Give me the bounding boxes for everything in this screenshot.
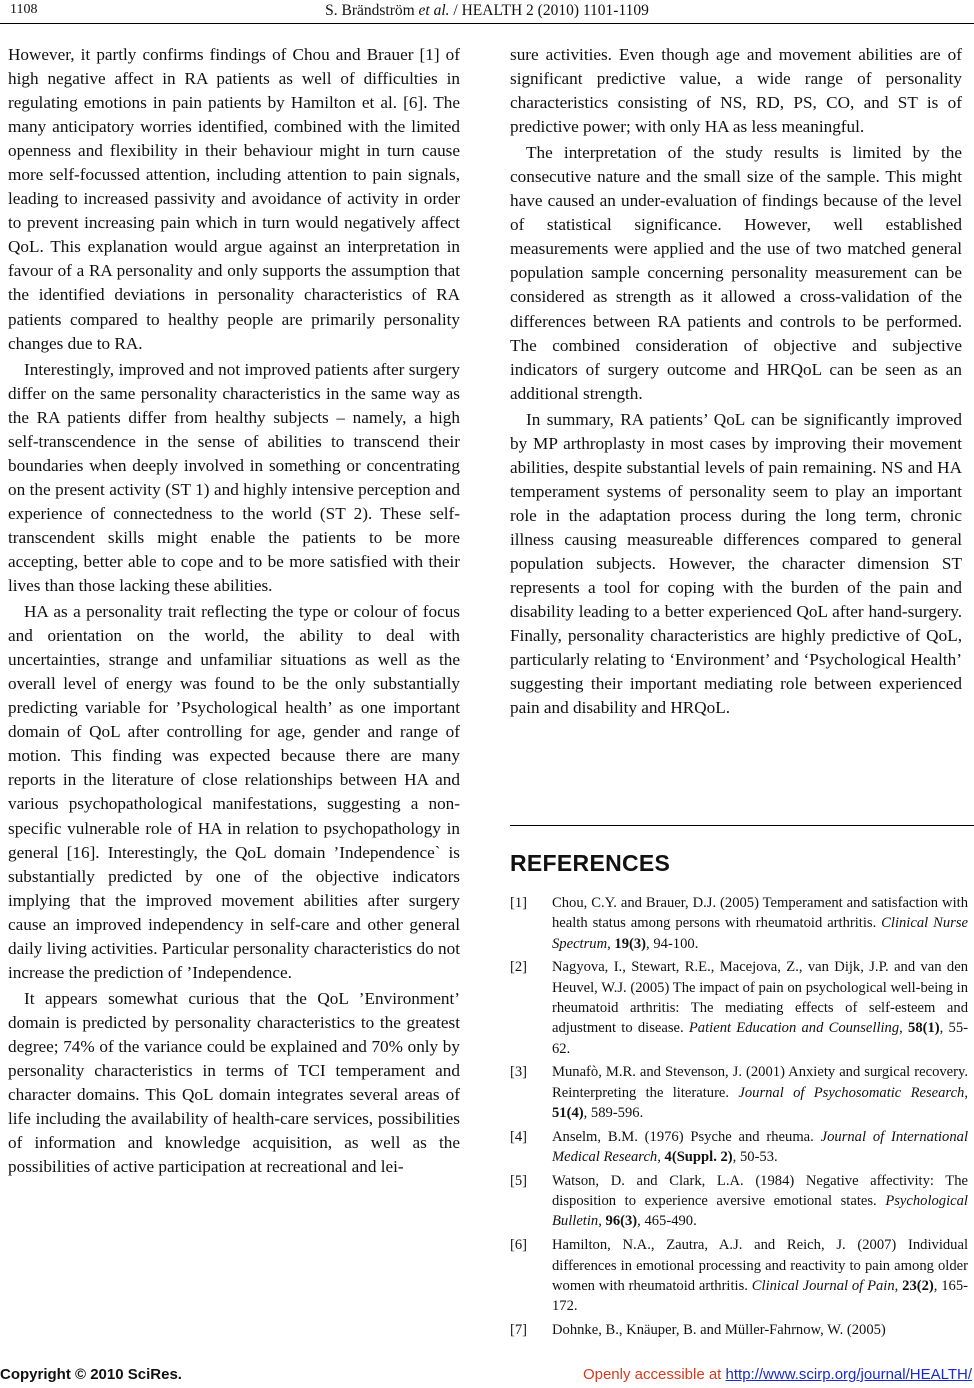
- header-rule: [0, 23, 974, 24]
- open-access-notice: Openly accessible at http://www.scirp.org/journal/HEALTH/: [582, 1366, 972, 1383]
- reference-text: Anselm, B.M. (1976) Psyche and rheuma. Journal of International Medical Research, 4(Suppl. 2), 50-53.: [552, 1128, 968, 1166]
- paragraph: The interpretation of the study results is limited by the consecutive nature and the small size of the sample. This might have caused an under-evaluation of findings because of the level of statistical significance. However, well established measurements were applied and the use of two matched general population sample concerning personality measurement can be considered as strength as it allowed a cross-validation of the differences between RA patients and controls to be performed. The combined consideration of objective and subjective indicators of surgery outcome and HRQoL can be seen as an additional strength.: [510, 143, 962, 403]
- references-heading: REFERENCES: [510, 850, 671, 876]
- running-head: [0, 2, 974, 20]
- reference-number: [2]: [510, 959, 528, 976]
- reference-item: [510, 957, 968, 1058]
- journal-link[interactable]: http://www.scirp.org/journal/HEALTH/: [725, 1366, 972, 1383]
- reference-number: [6]: [510, 1237, 528, 1254]
- reference-item: [510, 1062, 968, 1123]
- reference-item: [510, 893, 968, 954]
- running-head-et-al: et al.: [418, 2, 450, 19]
- copyright-notice: Copyright © 2010 SciRes.: [0, 1366, 182, 1383]
- page-footer: [0, 1366, 974, 1388]
- reference-text: Hamilton, N.A., Zautra, A.J. and Reich, J. (2007) Individual differences in emotional processing and reactivity to pain among older women with rheumatoid arthritis. Clinical Journal of Pain, 23(2), 165-172.: [552, 1237, 969, 1315]
- reference-number: [1]: [510, 895, 528, 911]
- reference-number: [7]: [510, 1321, 528, 1338]
- reference-text: Dohnke, B., Knäuper, B. and Müller-Fahrnow, W. (2005): [552, 1321, 886, 1338]
- page-number: 1108: [10, 2, 38, 17]
- reference-item: [510, 1127, 968, 1168]
- references-list: [510, 893, 968, 1344]
- reference-text: Munafò, M.R. and Stevenson, J. (2001) Anxiety and surgical recovery. Reinterpreting the literature. Journal of Psychosomatic Research, 51(4), 589-596.: [552, 1064, 969, 1121]
- reference-item: [510, 1320, 968, 1340]
- paragraph: sure activities. Even though age and movement abilities are of significant predictive value, a wide range of personality characteristics consisting of NS, RD, PS, CO, and ST is of predictive power; with only HA as less meaningful.: [510, 45, 962, 137]
- paragraph: However, it partly confirms findings of Chou and Brauer [1] of high negative affect in RA patients as well of difficulties in regulating emotions in pain patients by Hamilton et al. [6]. The many anticipatory worries identified, combined with the limited openness and flexibility in their behaviour might in turn cause more self-focussed attention, including attention to pain signals, leading to increased passivity and avoidance of activity in order to prevent increasing pain which in turn would negatively affect QoL. This explanation would argue against an interpretation in favour of a RA personality and only supports the assumption that the identified deviations in personality characteristics of RA patients compared to healthy people are primarily personality changes due to RA.: [8, 45, 460, 353]
- reference-text: Chou, C.Y. and Brauer, D.J. (2005) Temperament and satisfaction with health status among persons with rheumatoid arthritis. Clinical Nurse Spectrum, 19(3), 94-100.: [552, 895, 968, 952]
- reference-number: [4]: [510, 1128, 528, 1145]
- paragraph: HA as a personality trait reflecting the type or colour of focus and orientation on the world, the ability to deal with uncertainties, strange and unfamiliar situations as well as the overall level of energy was found to be the only substantially predicting variable for ’Psychological health’ as one important domain of QoL after controlling for age, gender and range of motion. This finding was expected because there are many reports in the literature of close relationships between HA and various psychopathological manifestations, suggesting a non-specific vulnerable role of HA in relation to psychopathology in general [16]. Interestingly, the QoL domain ’Independence` is substantially predicted by one of the objective indicators implying that the improved movement abilities after surgery cause an improved independency in self-care and other general daily living activities. Particular personality characteristics do not increase the prediction of ’Independence.: [8, 602, 460, 982]
- reference-item: [510, 1235, 968, 1316]
- reference-number: [3]: [510, 1064, 528, 1081]
- right-column: [510, 43, 962, 720]
- reference-item: [510, 1171, 968, 1232]
- running-head-authors: S. Brändström: [325, 2, 415, 19]
- paragraph: In summary, RA patients’ QoL can be significantly improved by MP arthroplasty in most cases by improving their movement abilities, despite substantial levels of pain remaining. NS and HA temperament systems of personality seem to play an important role in the adaptation process during the long term, chronic illness causing measureable differences compared to general population subjects. However, the character dimension ST represents a tool for coping with the burden of the pain and disability leading to a better experienced QoL after hand-surgery. Finally, personality characteristics are highly predictive of QoL, particularly relating to ‘Environment’ and ‘Psychological Health’ suggesting their important mediating role between experienced pain and disability and HRQoL.: [510, 409, 962, 718]
- paragraph: It appears somewhat curious that the QoL ’Environment’ domain is predicted by personality characteristics to the greatest degree; 74% of the variance could be explained and 70% only by personality characteristics in terms of TCI temperament and character domains. This QoL domain integrates several areas of life including the availability of health-care services, possibilities of information and knowledge acquisition, as well as the possibilities of active participation at recreational and lei-: [8, 988, 460, 1177]
- reference-number: [5]: [510, 1172, 528, 1189]
- left-column: [8, 43, 460, 1179]
- reference-text: Nagyova, I., Stewart, R.E., Macejova, Z., van Dijk, J.P. and van den Heuvel, W.J. (2005) The impact of pain on psychological well-being in rheumatoid arthritis: The mediating effects of self-esteem and adjustment to disease. Patient Education and Counselling, 58(1), 55-62.: [552, 959, 969, 1057]
- references-rule: [510, 825, 974, 826]
- reference-text: Watson, D. and Clark, L.A. (1984) Negative affectivity: The disposition to experience aversive emotional states. Psychological Bulletin, 96(3), 465-490.: [552, 1172, 968, 1230]
- running-head-journal: / HEALTH 2 (2010) 1101-1109: [453, 2, 649, 19]
- paragraph: Interestingly, improved and not improved patients after surgery differ on the same personality characteristics in the same way as the RA patients differ from healthy subjects – namely, a high self-transcendence in the sense of abilities to transcend their boundaries when deeply involved in something or concentrating on the present activity (ST 1) and highly intensive perception and experience of connectedness to the world (ST 2). These self-transcendent skills might enable the patients to be more accepting, better able to cope and to be more satisfied with their lives than those lacking these abilities.: [8, 359, 460, 596]
